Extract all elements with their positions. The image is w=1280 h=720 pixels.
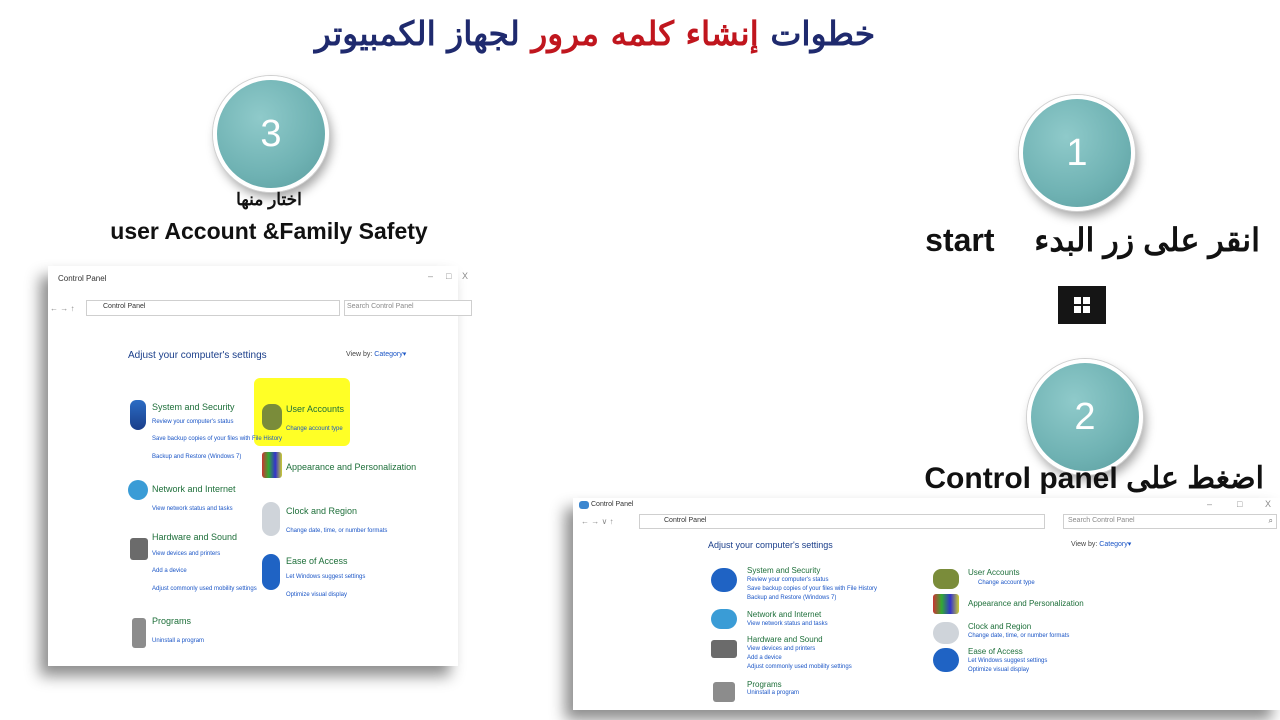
start-button[interactable]	[1058, 286, 1106, 324]
search-input[interactable]: Search Control Panel ⌕	[1063, 514, 1277, 529]
window-title: Control Panel	[58, 274, 107, 283]
step-2-label	[860, 461, 1264, 496]
clock-icon	[933, 622, 959, 644]
view-by-label: View by: Category▾	[346, 351, 407, 358]
settings-heading: Adjust your computer's settings	[708, 540, 833, 550]
clock-icon	[262, 502, 280, 536]
step-2-label-ar: اضغط على	[1126, 462, 1264, 495]
link-add-device[interactable]: Add a device	[747, 655, 782, 661]
link-date-formats[interactable]: Change date, time, or number formats	[968, 633, 1070, 639]
category-hardware[interactable]: Hardware and Sound	[152, 532, 238, 542]
category-appearance[interactable]: Appearance and Personalization	[286, 462, 417, 472]
link-review-status[interactable]: Review your computer's status	[747, 577, 829, 583]
maximize-button[interactable]: □	[446, 271, 452, 281]
printer-icon	[711, 640, 737, 658]
address-bar[interactable]: Control Panel	[86, 300, 340, 316]
category-user-accounts[interactable]: User Accounts	[286, 404, 345, 414]
search-icon: ⌕	[1268, 516, 1273, 525]
link-mobility[interactable]: Adjust commonly used mobility settings	[152, 586, 257, 592]
view-by-dropdown[interactable]: Category	[374, 351, 403, 358]
step-3-circle: 3	[213, 76, 329, 192]
category-network[interactable]: Network and Internet	[747, 610, 822, 619]
programs-icon	[132, 618, 146, 648]
nav-arrows-icon[interactable]: ← → ↑	[50, 304, 75, 313]
link-backup-restore[interactable]: Backup and Restore (Windows 7)	[152, 454, 242, 460]
link-network-status[interactable]: View network status and tasks	[152, 506, 233, 512]
category-ease-of-access[interactable]: Ease of Access	[968, 647, 1023, 656]
view-by-dropdown[interactable]: Category	[1099, 541, 1128, 548]
page-title: خطوات إنشاء كلمه مرور لجهاز الكمبيوتر	[314, 14, 876, 53]
close-button[interactable]: X	[1265, 499, 1272, 509]
link-file-history[interactable]: Save backup copies of your files with File History	[747, 586, 878, 592]
control-panel-screenshot-right	[573, 498, 1280, 710]
user-accounts-icon	[933, 569, 959, 589]
minimize-button[interactable]: –	[428, 271, 434, 281]
link-suggest-settings[interactable]: Let Windows suggest settings	[968, 658, 1048, 664]
window-title: Control Panel	[591, 501, 634, 508]
settings-heading: Adjust your computer's settings	[128, 350, 267, 361]
link-change-account-type[interactable]: Change account type	[286, 426, 343, 432]
link-optimize-display[interactable]: Optimize visual display	[968, 667, 1030, 673]
ease-of-access-icon	[933, 648, 959, 672]
link-network-status[interactable]: View network status and tasks	[747, 621, 828, 627]
category-system-security[interactable]: System and Security	[152, 402, 235, 412]
link-devices-printers[interactable]: View devices and printers	[152, 551, 221, 557]
category-system-security[interactable]: System and Security	[747, 566, 821, 575]
control-panel-screenshot-left	[48, 266, 469, 666]
appearance-icon	[262, 452, 282, 478]
category-network[interactable]: Network and Internet	[152, 484, 236, 494]
category-hardware[interactable]: Hardware and Sound	[747, 635, 823, 644]
category-programs[interactable]: Programs	[747, 680, 782, 689]
step-3-label-ar: اختار منها	[236, 190, 302, 209]
step-1-label	[900, 221, 1260, 259]
windows-logo-icon	[1074, 297, 1090, 313]
control-panel-icon	[579, 501, 589, 509]
category-user-accounts[interactable]: User Accounts	[968, 568, 1020, 577]
globe-icon	[711, 609, 737, 629]
link-suggest-settings[interactable]: Let Windows suggest settings	[286, 574, 366, 580]
link-uninstall[interactable]: Uninstall a program	[152, 638, 205, 644]
link-date-formats[interactable]: Change date, time, or number formats	[286, 528, 388, 534]
link-backup-restore[interactable]: Backup and Restore (Windows 7)	[747, 595, 837, 601]
link-uninstall[interactable]: Uninstall a program	[747, 690, 800, 696]
printer-icon	[130, 538, 148, 560]
maximize-button[interactable]: □	[1237, 499, 1243, 509]
minimize-button[interactable]: –	[1207, 499, 1213, 509]
step-2-circle: 2	[1027, 359, 1143, 475]
shield-icon	[130, 400, 146, 430]
step-3-label-en: user Account &Family Safety	[110, 218, 428, 244]
search-input[interactable]: Search Control Panel	[344, 300, 472, 316]
link-file-history[interactable]: Save backup copies of your files with File History	[152, 436, 283, 442]
link-review-status[interactable]: Review your computer's status	[152, 419, 234, 425]
step-1-label-ar: انقر على زر البدء	[1034, 222, 1260, 258]
link-change-account-type[interactable]: Change account type	[978, 580, 1035, 586]
category-clock-region[interactable]: Clock and Region	[968, 622, 1032, 631]
link-mobility[interactable]: Adjust commonly used mobility settings	[747, 664, 852, 670]
category-clock-region[interactable]: Clock and Region	[286, 506, 358, 516]
ease-of-access-icon	[262, 554, 280, 590]
globe-icon	[128, 480, 148, 500]
link-devices-printers[interactable]: View devices and printers	[747, 646, 816, 652]
step-1-label-en: start	[925, 222, 995, 258]
category-programs[interactable]: Programs	[152, 616, 192, 626]
category-ease-of-access[interactable]: Ease of Access	[286, 556, 348, 566]
shield-icon	[711, 568, 737, 592]
appearance-icon	[933, 594, 959, 614]
nav-arrows-icon[interactable]: ← → ∨ ↑	[581, 517, 614, 526]
step-1-circle: 1	[1019, 95, 1135, 211]
step-2-label-en: Control panel	[924, 462, 1118, 495]
category-appearance[interactable]: Appearance and Personalization	[968, 599, 1084, 608]
close-button[interactable]: X	[462, 271, 469, 281]
view-by-label: View by: Category▾	[1071, 541, 1132, 548]
programs-icon	[713, 682, 735, 702]
link-optimize-display[interactable]: Optimize visual display	[286, 592, 348, 598]
user-accounts-icon	[262, 404, 282, 430]
address-bar[interactable]: Control Panel	[639, 514, 1045, 529]
link-add-device[interactable]: Add a device	[152, 568, 187, 574]
